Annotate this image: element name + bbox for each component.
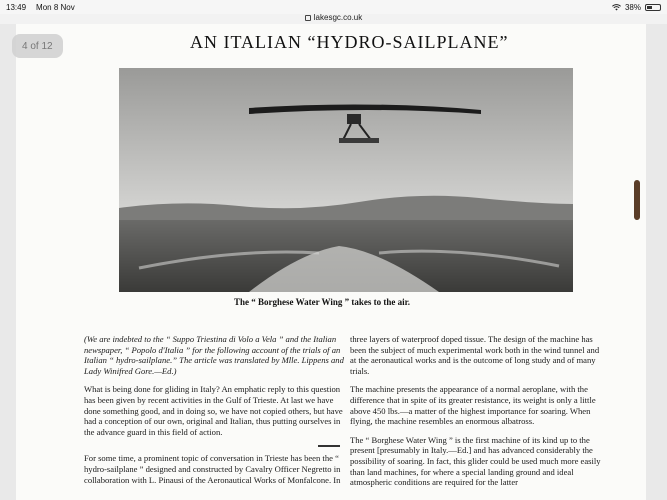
article-column-left — [84, 334, 344, 493]
photo-caption: The “ Borghese Water Wing ” takes to the air. — [234, 297, 411, 307]
paragraph: For some time, a prominent topic of conversation in Trieste has been the “ hydro-sailplane ” designed and constructed by Cavalry Officer Negretto in collaboration with L. Pinausi of the Aeronautical Works of Monfalcone. In — [84, 453, 341, 485]
divider — [318, 445, 340, 447]
address-bar[interactable] — [0, 11, 667, 23]
editor-note: (We are indebted to the “ Suppo Triestina di Volo a Vela ” and the Italian newspaper, “ Popolo d'Italia ” for the following account of the trials of an Italian “ hydro-sailplane.” The article was translated by Mlle. Lippens and Lady Winifred Gore.—Ed.) — [84, 334, 344, 376]
page-edge-mark — [634, 180, 640, 220]
battery-icon — [645, 4, 661, 11]
battery-percent: 38% — [624, 2, 641, 12]
paragraph: three layers of waterproof doped tissue. The design of the machine has been the subject of much experimental work both in the wind tunnel and at the aeronautical works and is the outcome of long study and of many trials. — [350, 334, 600, 376]
wifi-icon — [612, 4, 621, 11]
paragraph: What is being done for gliding in Italy? An emphatic reply to this question has been given by recent activities in the Gulf of Trieste. At last we have done something good, and in doing so, we have not copied others, but have had a conception of our own, original and Italian, thus putting ourselves in the advance guard in this field of action. — [84, 384, 343, 437]
article-photo — [119, 68, 573, 292]
url-text: lakesgc.co.uk — [313, 12, 363, 22]
article-title: AN ITALIAN “HYDRO-SAILPLANE” — [190, 32, 509, 52]
status-date: Mon 8 Nov — [36, 2, 75, 12]
article-column-right — [350, 334, 604, 496]
lock-icon — [305, 15, 311, 21]
paragraph: The “ Borghese Water Wing ” is the first machine of its kind up to the present [presumably in Italy.—Ed.] and has advanced considerably the possibility of soaring. In fact, this glider could be used much more easily than land machines, for where a special landing ground and ideal atmospheric conditions are required for the latter — [350, 434, 601, 488]
paragraph: The machine presents the appearance of a normal aeroplane, with the difference that in spite of its greater resistance, its weight is only a little above 450 lbs.—a matter of the highest importance for soaring. When flying, the machine resembles an enormous albatross. — [350, 384, 596, 427]
status-time: 13:49 — [6, 2, 27, 12]
page-counter: 4 of 12 — [12, 34, 63, 58]
